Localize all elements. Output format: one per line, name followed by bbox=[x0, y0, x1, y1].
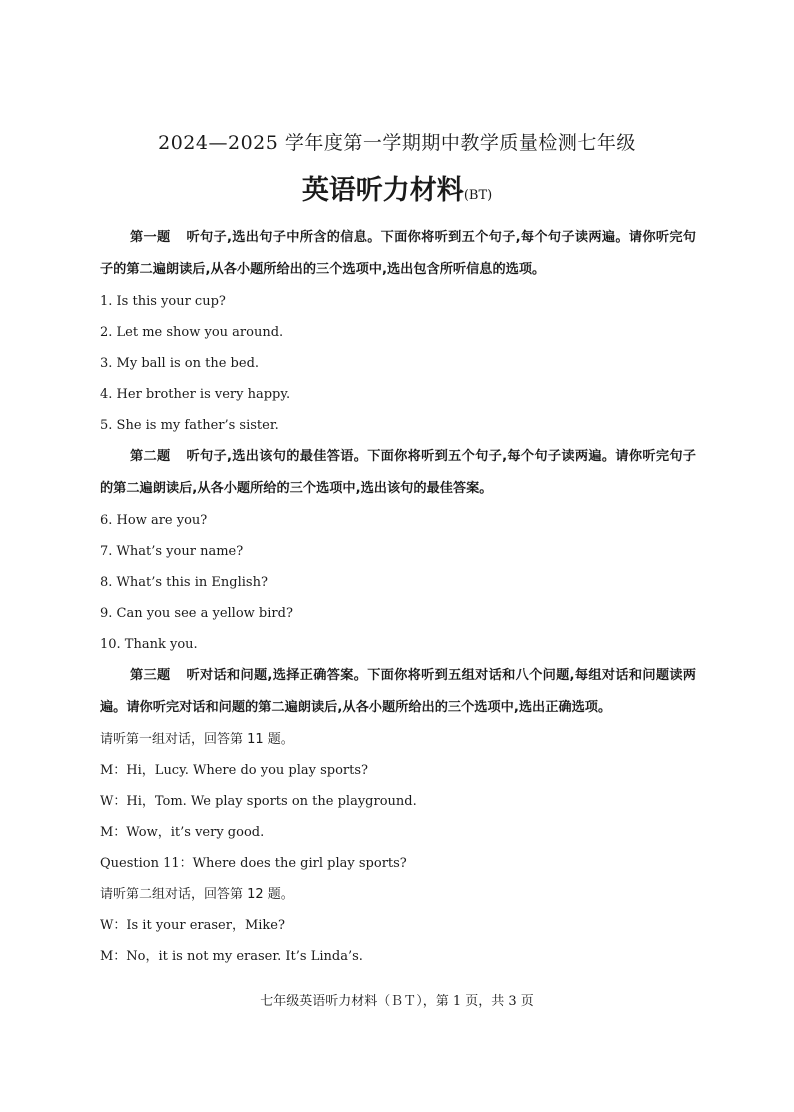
list-item: 5. She is my father’s sister. bbox=[100, 418, 279, 433]
section-3-instruction bbox=[100, 660, 696, 724]
section-2-label: 第二题 bbox=[130, 449, 171, 464]
dialogue-prompt: 请听第一组对话，回答第 11 题。 bbox=[100, 732, 294, 747]
subject-title-suffix: (BT) bbox=[463, 188, 493, 203]
list-item: 8. What’s this in English? bbox=[100, 575, 268, 590]
dialogue-line: M：Wow，it’s very good. bbox=[100, 825, 265, 840]
list-item: 4. Her brother is very happy. bbox=[100, 387, 291, 402]
question-line: Question 11：Where does the girl play sports? bbox=[100, 856, 407, 871]
section-2-text: 听句子,选出该句的最佳答语。下面你将听到五个句子,每个句子读两遍。请你听完句子的第二遍朗读后,从各小题所给的三个选项中,选出该句的最佳答案。 bbox=[100, 449, 696, 496]
dialogue-line: W：Is it your eraser，Mike? bbox=[100, 918, 285, 933]
list-item: 7. What’s your name? bbox=[100, 544, 244, 559]
subject-title-text: 英语听力材料 bbox=[301, 175, 464, 206]
list-item: 10. Thank you. bbox=[100, 637, 198, 652]
section-3-label: 第三题 bbox=[130, 668, 171, 683]
section-2-instruction bbox=[100, 441, 696, 505]
subject-title bbox=[0, 168, 794, 207]
list-item: 3. My ball is on the bed. bbox=[100, 356, 260, 371]
list-item: 9. Can you see a yellow bird? bbox=[100, 606, 293, 621]
section-1-label: 第一题 bbox=[130, 230, 171, 245]
dialogue-prompt: 请听第二组对话，回答第 12 题。 bbox=[100, 887, 294, 902]
list-item: 1. Is this your cup? bbox=[100, 294, 226, 309]
page-footer: 七年级英语听力材料（ＢＴ），第 1 页，共 3 页 bbox=[260, 994, 534, 1009]
exam-title: 2024—2025 学年度第一学期期中教学质量检测七年级 bbox=[158, 132, 636, 154]
section-1-text: 听句子,选出句子中所含的信息。下面你将听到五个句子,每个句子读两遍。请你听完句子的第二遍朗读后,从各小题所给出的三个选项中,选出包含所听信息的选项。 bbox=[100, 230, 696, 277]
section-1-instruction bbox=[100, 222, 696, 286]
dialogue-line: M：Hi，Lucy. Where do you play sports? bbox=[100, 763, 369, 778]
list-item: 2. Let me show you around. bbox=[100, 325, 284, 340]
list-item: 6. How are you? bbox=[100, 513, 208, 528]
document-body bbox=[100, 222, 696, 972]
dialogue-line: W：Hi，Tom. We play sports on the playground. bbox=[100, 794, 417, 809]
dialogue-line: M：No，it is not my eraser. It’s Linda’s. bbox=[100, 949, 363, 964]
section-3-text: 听对话和问题,选择正确答案。下面你将听到五组对话和八个问题,每组对话和问题读两遍。请你听完对话和问题的第二遍朗读后,从各小题所给出的三个选项中,选出正确选项。 bbox=[100, 668, 696, 715]
